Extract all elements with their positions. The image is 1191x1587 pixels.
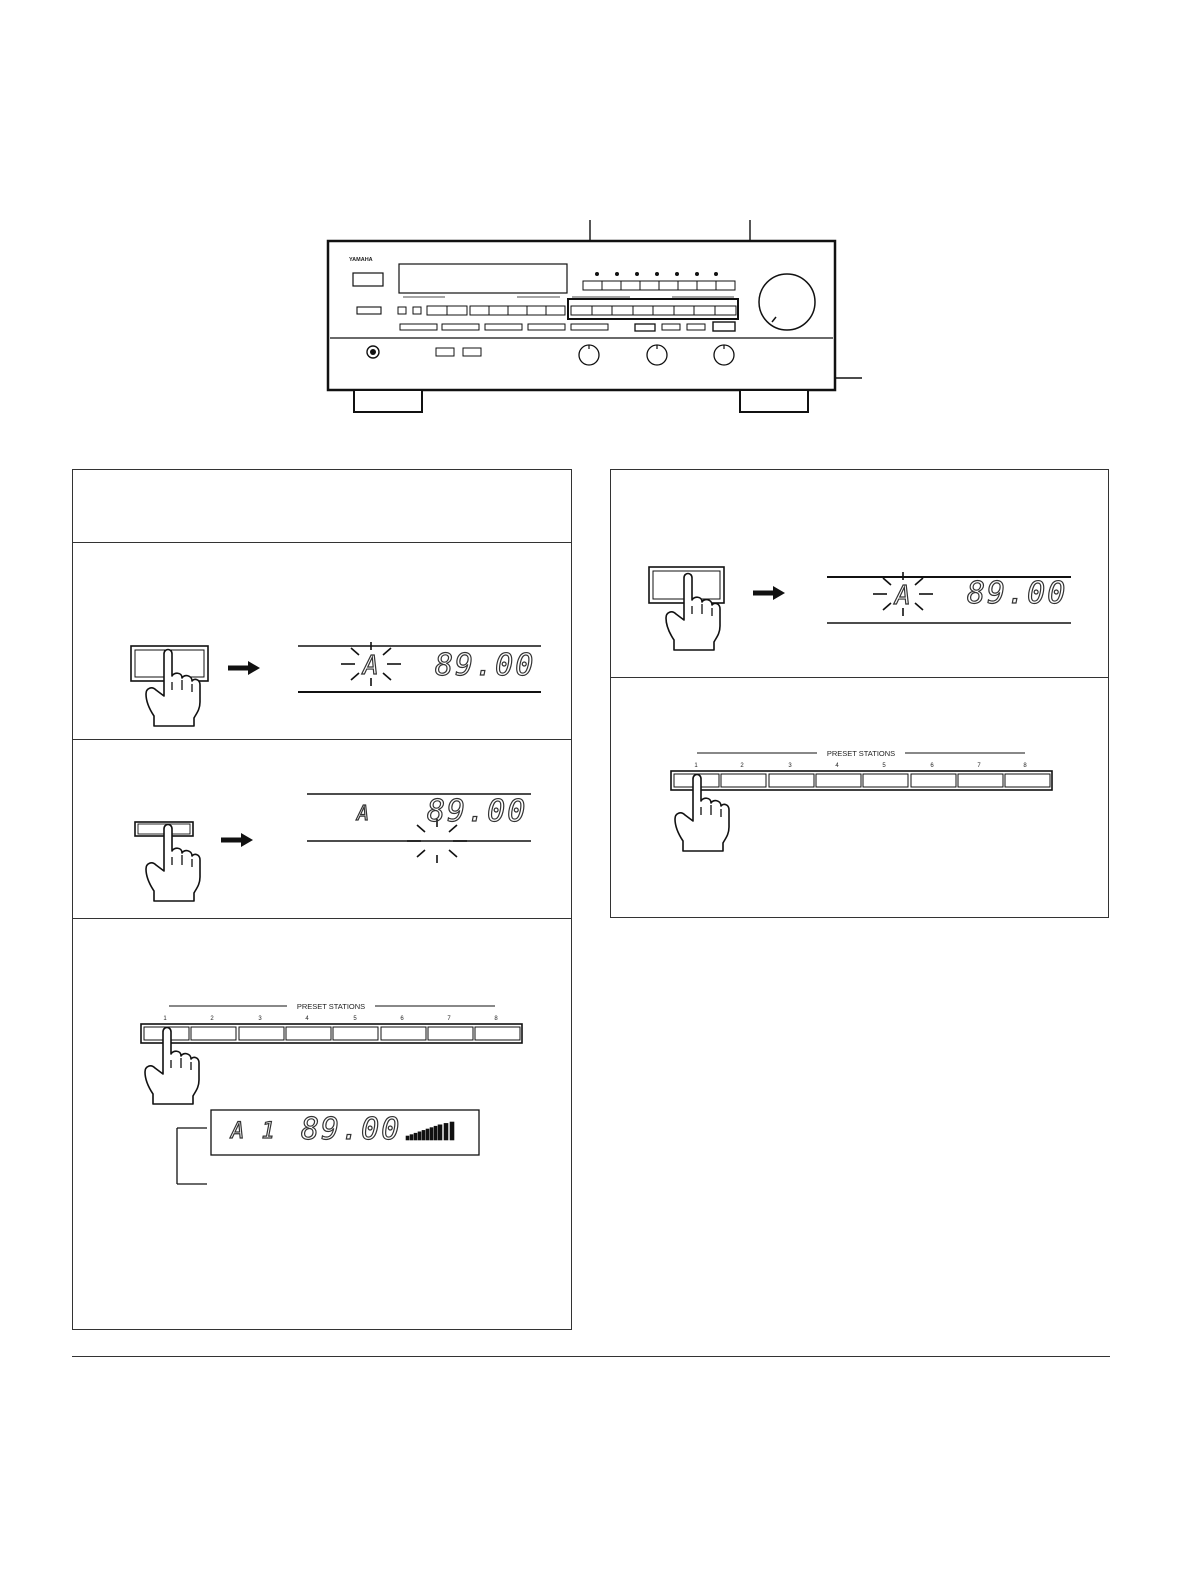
left-steps-frame <box>72 469 572 1330</box>
signal-bar <box>410 1135 413 1140</box>
display-frequency: 89.00 <box>967 576 1068 611</box>
preset-button-3[interactable] <box>769 774 814 787</box>
preset-button-2[interactable] <box>721 774 766 787</box>
preset-number-label: 4 <box>835 763 839 769</box>
preset-number-label: 6 <box>400 1016 404 1022</box>
display-band-letter: A <box>895 581 913 611</box>
preset-number-label: 5 <box>353 1016 357 1022</box>
preset-number-label: 1 <box>694 763 698 769</box>
preset-button-5[interactable] <box>863 774 908 787</box>
receiver-front-panel <box>0 0 1191 440</box>
preset-button-6[interactable] <box>381 1027 426 1040</box>
signal-strength-meter <box>406 1122 454 1140</box>
preset-number-label: 8 <box>1023 763 1027 769</box>
display-frequency: 89.00 <box>427 794 528 829</box>
preset-button-4[interactable] <box>286 1027 331 1040</box>
preset-number-labels <box>694 763 1027 769</box>
signal-bar <box>450 1122 454 1140</box>
preset-button-8[interactable] <box>475 1027 520 1040</box>
step-preset-store <box>611 679 1107 917</box>
step-band-select-confirm <box>611 470 1107 676</box>
preset-number-label: 5 <box>882 763 886 769</box>
preset-buttons-strip <box>671 771 1052 790</box>
display-frequency: 89.00 <box>301 1112 402 1147</box>
arrow-right-icon <box>753 586 785 600</box>
preset-number-label: 2 <box>210 1016 214 1022</box>
preset-button-4[interactable] <box>816 774 861 787</box>
arrow-right-icon <box>221 833 253 847</box>
preset-number-label: 2 <box>740 763 744 769</box>
preset-number-label: 7 <box>977 763 981 769</box>
preset-button-5[interactable] <box>333 1027 378 1040</box>
receiver-foot-right <box>740 390 808 412</box>
arrow-right-icon <box>228 661 260 675</box>
preset-number-labels <box>163 1016 498 1022</box>
preset-number-label: 6 <box>930 763 934 769</box>
preset-number-label: 3 <box>258 1016 262 1022</box>
signal-bar <box>418 1132 421 1140</box>
preset-number-label: 7 <box>447 1016 451 1022</box>
step-frequency-flash <box>73 741 570 918</box>
signal-bar <box>406 1136 409 1140</box>
receiver-foot-left <box>354 390 422 412</box>
preset-button-7[interactable] <box>428 1027 473 1040</box>
preset-stations-label: PRESET STATIONS <box>826 749 896 758</box>
preset-number-label: 1 <box>163 1016 167 1022</box>
display-band-channel: A 1 <box>231 1119 277 1144</box>
preset-buttons-strip <box>141 1024 522 1043</box>
preset-number-label: 8 <box>494 1016 498 1022</box>
step-preset-select <box>73 920 570 1329</box>
preset-button-8[interactable] <box>1005 774 1050 787</box>
display-frequency: 89.00 <box>435 648 536 683</box>
signal-bar <box>430 1128 433 1140</box>
step-band-select <box>73 544 570 739</box>
preset-number-label: 3 <box>788 763 792 769</box>
right-steps-frame <box>610 469 1109 918</box>
preset-button-2[interactable] <box>191 1027 236 1040</box>
preset-button-6[interactable] <box>911 774 956 787</box>
brand-logo: YAMAHA <box>349 257 373 263</box>
page-bottom-rule <box>72 1356 1110 1357</box>
preset-stations-label: PRESET STATIONS <box>296 1002 366 1011</box>
display-band-letter: A <box>363 651 381 681</box>
signal-bar <box>414 1133 417 1140</box>
preset-button-7[interactable] <box>958 774 1003 787</box>
signal-bar <box>426 1129 429 1140</box>
preset-button-3[interactable] <box>239 1027 284 1040</box>
display-band-letter: A <box>357 801 372 825</box>
preset-number-label: 4 <box>305 1016 309 1022</box>
signal-bar <box>438 1125 442 1140</box>
signal-bar <box>422 1130 425 1140</box>
signal-bar <box>444 1123 448 1140</box>
signal-bar <box>434 1126 437 1140</box>
